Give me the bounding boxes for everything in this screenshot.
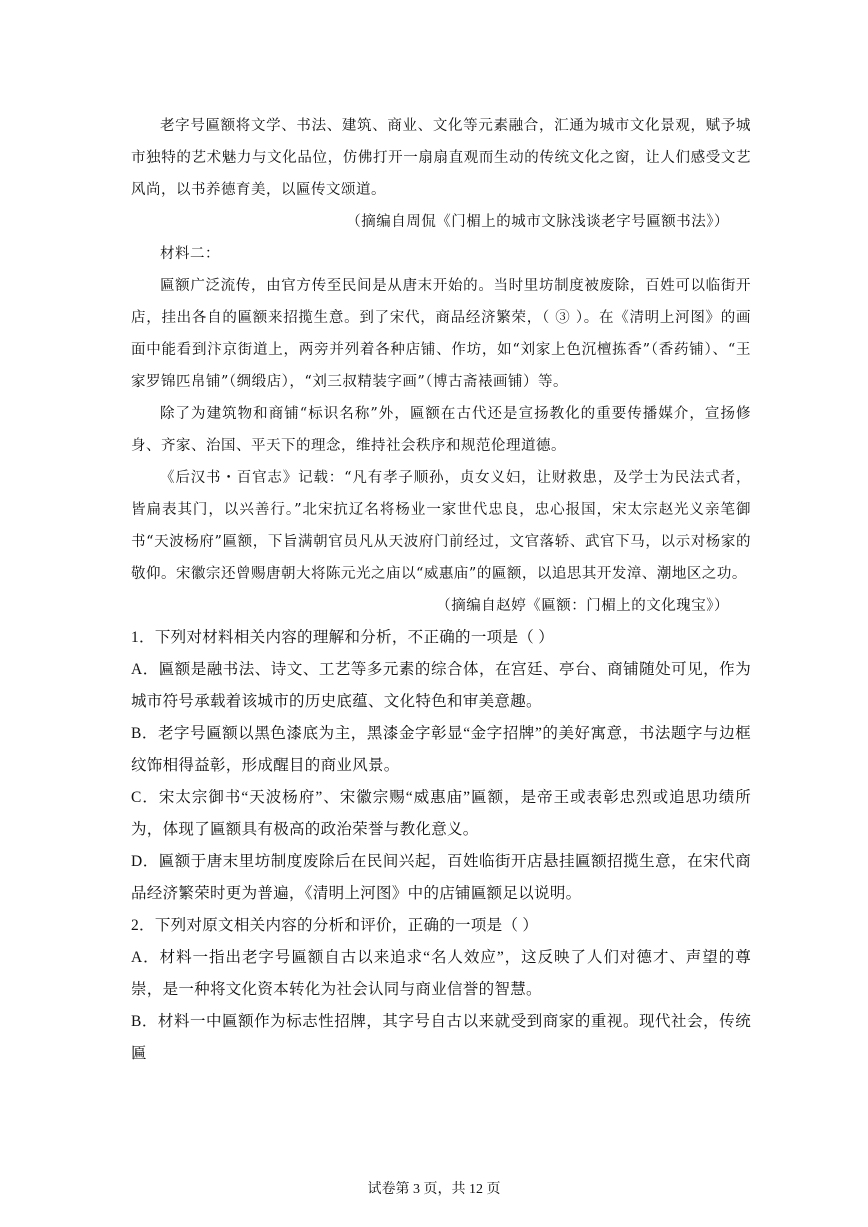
material2-paragraph: 除了为建筑物和商铺“标识名称”外，匾额在古代还是宣扬教化的重要传播媒介，宣扬修身、齐家、治国、平天下的理念，维持社会秩序和规范伦理道德。 — [131, 406, 751, 454]
page-content — [131, 110, 751, 1070]
question-1-option-d: D．匾额于唐末里坊制度废除后在民间兴起，百姓临街开店悬挂匾额招揽生意，在宋代商品经济繁荣时更为普遍，《清明上河图》中的店铺匾额足以说明。 — [131, 853, 751, 902]
question-1-option-b: B．老字号匾额以黑色漆底为主，黑漆金字彰显“金字招牌”的美好寓意，书法题字与边框纹饰相得益彰，形成醒目的商业风景。 — [131, 725, 751, 774]
material2-paragraph: 《后汉书・百官志》记载：“凡有孝子顺孙，贞女义妇，让财救患，及学士为民法式者，皆扁表其门，以兴善行。”北宋抗辽名将杨业一家世代忠良，忠心报国，宋太宗赵光义亲笔御书“天波杨府”匾额，下旨满朝官员凡从天波府门前经过，文官落轿、武官下马，以示对杨家的敬仰。宋徽宗还曾赐唐朝大将陈元光之庙以“威惠庙”的匾额，以追思其开发漳、潮地区之功。 — [131, 470, 751, 582]
question-1-option-a: A．匾额是融书法、诗文、工艺等多元素的综合体，在宫廷、亭台、商铺随处可见，作为城市符号承载着该城市的历史底蕴、文化特色和审美意趣。 — [131, 661, 751, 710]
material2-paragraph: 匾额广泛流传，由官方传至民间是从唐末开始的。当时里坊制度被废除，百姓可以临街开店，挂出各自的匾额来招揽生意。到了宋代，商品经济繁荣，（ ③ ）。在《清明上河图》的画面中能看到汴京街道上，两旁并列着各种店铺、作坊，如“刘家上色沉檀拣香”（香药铺）、“王家罗锦匹帛铺”（绸缎店），“刘三叔精装字画”（博古斋裱画铺）等。 — [131, 278, 751, 390]
question-1-option-c: C．宋太宗御书“天波杨府”、宋徽宗赐“威惠庙”匾额，是帝王或表彰忠烈或追思功绩所为，体现了匾额具有极高的政治荣誉与教化意义。 — [131, 789, 751, 838]
question-2-option-b: B．材料一中匾额作为标志性招牌，其字号自古以来就受到商家的重视。现代社会，传统匾 — [131, 1013, 751, 1062]
question-2-option-a: A．材料一指出老字号匾额自古以来追求“名人效应”，这反映了人们对德才、声望的尊崇，是一种将文化资本转化为社会认同与商业信誉的智慧。 — [131, 949, 751, 998]
material1-closing-paragraph: 老字号匾额将文学、书法、建筑、商业、文化等元素融合，汇通为城市文化景观，赋予城市独特的艺术魅力与文化品位，仿佛打开一扇扇直观而生动的传统文化之窗，让人们感受文艺风尚，以书养德育美，以匾传文颂道。 — [131, 118, 751, 198]
page-footer: 试卷第 3 页，共 12 页 — [367, 1182, 501, 1197]
material2-heading: 材料二： — [160, 246, 220, 262]
question-2-stem: 2．下列对原文相关内容的分析和评价，正确的一项是（ ） — [131, 917, 539, 934]
material2-source: （摘编自赵婷《匾额：门楣上的文化瑰宝》） — [436, 598, 729, 614]
question-1-stem: 1．下列对材料相关内容的理解和分析，不正确的一项是（ ） — [131, 629, 555, 646]
material1-source: （摘编自周侃《门楣上的城市文脉浅谈老字号匾额书法》） — [346, 214, 729, 230]
